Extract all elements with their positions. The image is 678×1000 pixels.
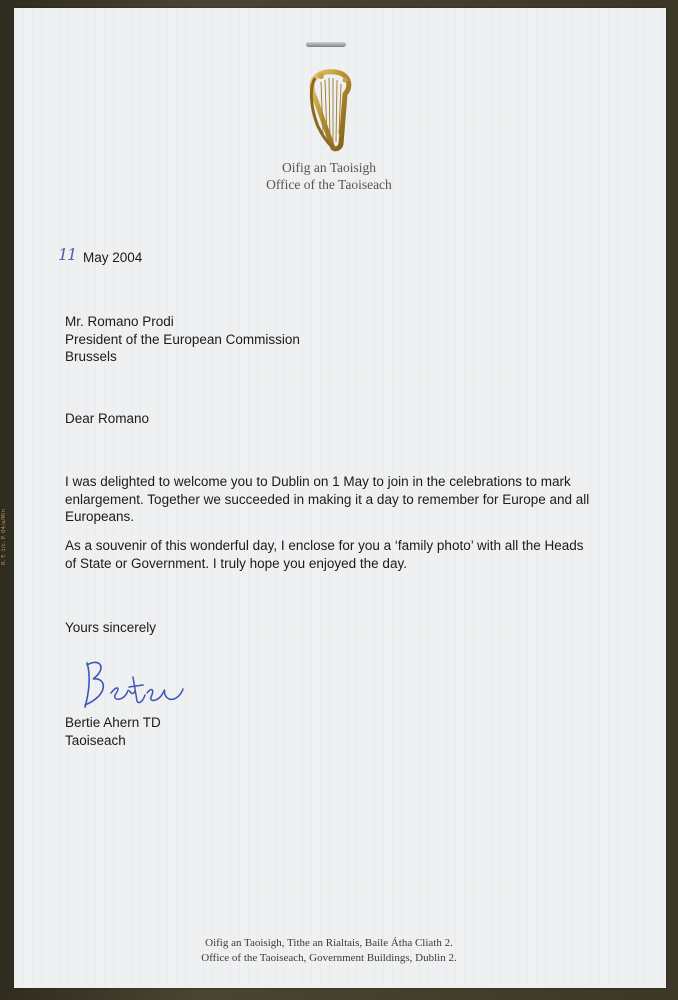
paper-clip-icon: [306, 42, 346, 47]
recipient-title: President of the European Commission: [65, 331, 300, 347]
body-line: As a souvenir of this wonderful day, I enclose for you a ‘family photo’ with all the Heads: [65, 538, 584, 553]
recipient-address: [65, 313, 300, 366]
body-line: I was delighted to welcome you to Dublin on 1 May to join in the celebrations to mark: [65, 474, 571, 489]
closing: Yours sincerely: [65, 620, 157, 635]
salutation: Dear Romano: [65, 411, 150, 426]
harp-emblem-icon: [301, 68, 357, 152]
archive-label: R. F. 1/c. P. 04/a/Min: [1, 508, 7, 565]
handwritten-signature: [77, 655, 197, 713]
office-name-irish: Oifig an Taoisigh: [281, 160, 377, 175]
recipient-city: Brussels: [65, 349, 117, 364]
signer-block: [65, 714, 161, 749]
footer-address-irish: Oifig an Taoisigh, Tithe an Rialtais, Baile Átha Cliath 2.: [205, 937, 453, 949]
footer-address-english: Office of the Taoiseach, Government Buildings, Dublin 2.: [201, 951, 457, 964]
recipient-name: Mr. Romano Prodi: [65, 314, 174, 329]
office-name-english: Office of the Taoiseach: [266, 177, 392, 192]
letter-page: [14, 8, 666, 988]
signer-name: Bertie Ahern TD: [65, 715, 161, 730]
letterhead: [214, 159, 444, 193]
letter-footer: [164, 936, 494, 965]
body-line: Europeans.: [65, 509, 135, 524]
body-line: enlargement. Together we succeeded in making it a day to remember for Europe and all: [65, 491, 590, 507]
body-paragraph-2: [65, 537, 584, 572]
body-paragraph-1: [65, 473, 589, 526]
letter-date: May 2004: [83, 250, 143, 265]
body-line: of State or Government. I truly hope you enjoyed the day.: [65, 555, 407, 571]
signer-title: Taoiseach: [65, 732, 126, 748]
handwritten-day: 11: [58, 245, 77, 264]
